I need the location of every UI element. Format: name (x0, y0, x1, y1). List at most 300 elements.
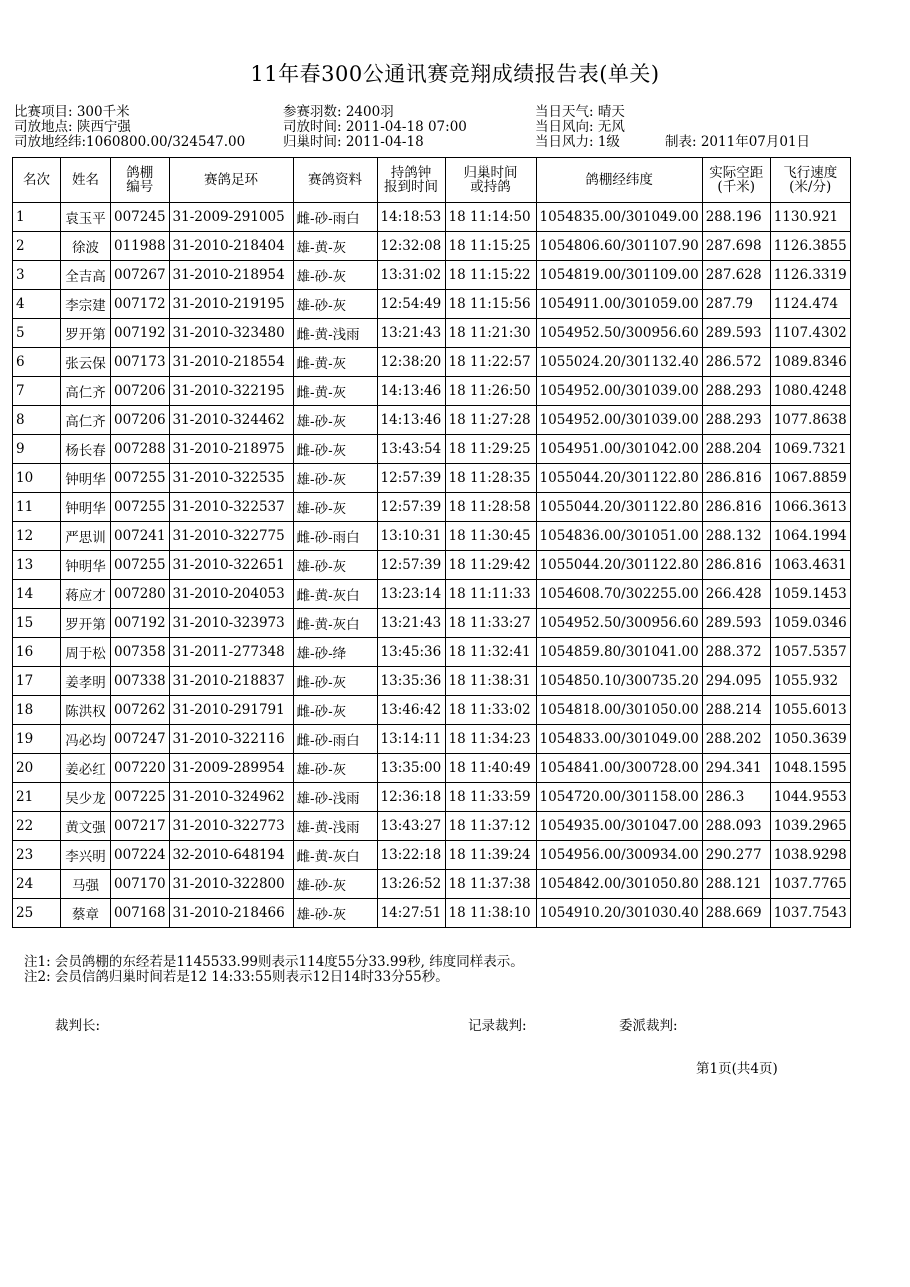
table-cell: 31-2010-322773 (169, 812, 293, 841)
table-cell: 007206 (111, 377, 170, 406)
table-row (13, 667, 851, 696)
table-cell: 31-2010-218954 (169, 261, 293, 290)
table-cell: 13:43:27 (377, 812, 445, 841)
table-cell: 007192 (111, 609, 170, 638)
table-cell: 18 11:28:35 (445, 464, 536, 493)
table-cell: 18 11:29:25 (445, 435, 536, 464)
table-cell: 1054956.00/300934.00 (536, 841, 702, 870)
table-cell: 1066.3613 (770, 493, 850, 522)
table-cell: 雌-砂-雨白 (293, 203, 377, 232)
table-cell: 1055.6013 (770, 696, 850, 725)
table-cell: 31-2010-324462 (169, 406, 293, 435)
table-cell: 吴少龙 (61, 783, 111, 812)
table-cell: 007206 (111, 406, 170, 435)
table-cell: 雄-黄-浅雨 (293, 812, 377, 841)
table-row (13, 841, 851, 870)
table-cell: 18 11:40:49 (445, 754, 536, 783)
table-cell: 蒋应才 (61, 580, 111, 609)
info-col-1 (14, 105, 245, 150)
table-row (13, 725, 851, 754)
table-cell: 011988 (111, 232, 170, 261)
table-cell: 1 (13, 203, 61, 232)
table-cell: 18 11:33:27 (445, 609, 536, 638)
table-row (13, 261, 851, 290)
table-row (13, 290, 851, 319)
column-header (293, 158, 377, 203)
table-cell: 雌-黄-灰白 (293, 841, 377, 870)
column-header (536, 158, 702, 203)
table-cell: 雄-砂-灰 (293, 899, 377, 928)
table-cell: 18 (13, 696, 61, 725)
table-cell: 李兴明 (61, 841, 111, 870)
table-cell: 14:27:51 (377, 899, 445, 928)
column-header (111, 158, 170, 203)
table-cell: 12:54:49 (377, 290, 445, 319)
table-cell: 31-2010-322195 (169, 377, 293, 406)
table-cell: 288.214 (702, 696, 770, 725)
table-cell: 21 (13, 783, 61, 812)
column-header (13, 158, 61, 203)
column-header (702, 158, 770, 203)
table-cell: 李宗建 (61, 290, 111, 319)
table-cell: 31-2011-277348 (169, 638, 293, 667)
table-cell: 13:22:18 (377, 841, 445, 870)
table-cell: 6 (13, 348, 61, 377)
coords-info: 司放地经纬:1060800.00/324547.00 (14, 134, 246, 150)
column-header-line: 编号 (126, 179, 154, 195)
table-cell: 18 11:22:57 (445, 348, 536, 377)
table-body (13, 203, 851, 928)
column-header-line: (千米) (717, 179, 755, 195)
table-cell: 1059.1453 (770, 580, 850, 609)
column-header-line: 鸽棚经纬度 (585, 172, 653, 188)
table-cell: 姜必红 (61, 754, 111, 783)
column-header-line: 飞行速度 (783, 165, 838, 181)
table-row (13, 754, 851, 783)
table-cell: 289.593 (702, 609, 770, 638)
table-cell: 007220 (111, 754, 170, 783)
table-cell: 雌-黄-灰白 (293, 580, 377, 609)
table-cell: 18 11:38:10 (445, 899, 536, 928)
table-cell: 9 (13, 435, 61, 464)
table-cell: 31-2010-323480 (169, 319, 293, 348)
table-cell: 287.628 (702, 261, 770, 290)
weather-info: 当日天气: 晴天 (535, 104, 625, 120)
table-cell: 12:57:39 (377, 464, 445, 493)
column-header (61, 158, 111, 203)
table-cell: 18 11:15:56 (445, 290, 536, 319)
table-row (13, 319, 851, 348)
table-cell: 18 11:28:58 (445, 493, 536, 522)
table-cell: 13:21:43 (377, 609, 445, 638)
table-row (13, 435, 851, 464)
table-cell: 007255 (111, 551, 170, 580)
table-row (13, 870, 851, 899)
table-cell: 18 11:39:24 (445, 841, 536, 870)
table-cell: 294.341 (702, 754, 770, 783)
table-cell: 全吉高 (61, 261, 111, 290)
table-cell: 陈洪权 (61, 696, 111, 725)
table-cell: 007247 (111, 725, 170, 754)
results-table (12, 157, 851, 928)
table-cell: 23 (13, 841, 61, 870)
table-row (13, 899, 851, 928)
table-cell: 007262 (111, 696, 170, 725)
table-cell: 31-2010-218975 (169, 435, 293, 464)
table-cell: 1054841.00/300728.00 (536, 754, 702, 783)
table-cell: 13:35:36 (377, 667, 445, 696)
table-cell: 18 11:29:42 (445, 551, 536, 580)
table-cell: 31-2009-289954 (169, 754, 293, 783)
table-cell: 1054952.50/300956.60 (536, 609, 702, 638)
table-cell: 007255 (111, 493, 170, 522)
table-cell: 288.204 (702, 435, 770, 464)
table-cell: 雌-砂-灰 (293, 435, 377, 464)
table-cell: 1055024.20/301132.40 (536, 348, 702, 377)
table-cell: 周于松 (61, 638, 111, 667)
event-info: 比赛项目: 300千米 (14, 104, 130, 120)
table-cell: 1054806.60/301107.90 (536, 232, 702, 261)
recorder-referee-label: 记录裁判: (468, 1018, 527, 1034)
table-cell: 24 (13, 870, 61, 899)
table-cell: 13:14:11 (377, 725, 445, 754)
table-cell: 266.428 (702, 580, 770, 609)
table-cell: 1054833.00/301049.00 (536, 725, 702, 754)
table-cell: 罗开第 (61, 609, 111, 638)
table-cell: 007173 (111, 348, 170, 377)
table-cell: 286.3 (702, 783, 770, 812)
table-row (13, 522, 851, 551)
wind-dir-info: 当日风向: 无风 (535, 119, 625, 135)
table-cell: 16 (13, 638, 61, 667)
table-cell: 18 11:11:33 (445, 580, 536, 609)
table-cell: 12:32:08 (377, 232, 445, 261)
table-cell: 1054608.70/302255.00 (536, 580, 702, 609)
table-cell: 1107.4302 (770, 319, 850, 348)
table-cell: 冯必均 (61, 725, 111, 754)
table-cell: 1124.474 (770, 290, 850, 319)
made-date: 制表: 2011年07月01日 (665, 134, 811, 150)
table-cell: 18 11:32:41 (445, 638, 536, 667)
table-row (13, 609, 851, 638)
column-header-line: 名次 (23, 172, 50, 188)
column-header-line: 归巢时间 (463, 165, 518, 181)
table-cell: 钟明华 (61, 493, 111, 522)
table-cell: 31-2010-218466 (169, 899, 293, 928)
table-cell: 1055.932 (770, 667, 850, 696)
table-row (13, 203, 851, 232)
table-cell: 13:35:00 (377, 754, 445, 783)
table-cell: 007172 (111, 290, 170, 319)
table-cell: 13:43:54 (377, 435, 445, 464)
column-header-line: 赛鸽资料 (308, 172, 363, 188)
table-cell: 1054850.10/300735.20 (536, 667, 702, 696)
table-cell: 7 (13, 377, 61, 406)
return-time-info: 归巢时间: 2011-04-18 (283, 134, 424, 150)
table-row (13, 783, 851, 812)
table-cell: 18 11:37:12 (445, 812, 536, 841)
table-cell: 13:45:36 (377, 638, 445, 667)
table-cell: 007358 (111, 638, 170, 667)
table-cell: 1039.2965 (770, 812, 850, 841)
table-row (13, 232, 851, 261)
table-cell: 290.277 (702, 841, 770, 870)
table-cell: 1054935.00/301047.00 (536, 812, 702, 841)
table-cell: 雄-砂-灰 (293, 493, 377, 522)
table-cell: 007170 (111, 870, 170, 899)
table-cell: 袁玉平 (61, 203, 111, 232)
table-cell: 1069.7321 (770, 435, 850, 464)
table-cell: 1054859.80/301041.00 (536, 638, 702, 667)
table-cell: 1054835.00/301049.00 (536, 203, 702, 232)
info-col-3 (535, 105, 625, 150)
table-cell: 1055044.20/301122.80 (536, 493, 702, 522)
table-cell: 31-2010-204053 (169, 580, 293, 609)
table-cell: 13 (13, 551, 61, 580)
table-cell: 18 11:37:38 (445, 870, 536, 899)
table-cell: 杨长春 (61, 435, 111, 464)
table-cell: 1080.4248 (770, 377, 850, 406)
table-cell: 288.669 (702, 899, 770, 928)
table-cell: 雄-砂-灰 (293, 870, 377, 899)
table-cell: 17 (13, 667, 61, 696)
table-row (13, 348, 851, 377)
table-cell: 严思训 (61, 522, 111, 551)
table-cell: 18 11:33:02 (445, 696, 536, 725)
count-info: 参赛羽数: 2400羽 (283, 104, 394, 120)
table-cell: 4 (13, 290, 61, 319)
table-cell: 25 (13, 899, 61, 928)
table-cell: 007288 (111, 435, 170, 464)
table-row (13, 812, 851, 841)
table-cell: 31-2010-218554 (169, 348, 293, 377)
wind-force-info: 当日风力: 1级 (535, 134, 620, 150)
table-cell: 姜孝明 (61, 667, 111, 696)
table-cell: 1054952.00/301039.00 (536, 377, 702, 406)
note-2: 注2: 会员信鸽归巢时间若是12 14:33:55则表示12日14时33分55秒。 (24, 969, 449, 985)
table-cell: 14 (13, 580, 61, 609)
release-time-info: 司放时间: 2011-04-18 07:00 (283, 119, 467, 135)
table-cell: 1037.7765 (770, 870, 850, 899)
table-cell: 288.121 (702, 870, 770, 899)
table-cell: 1055044.20/301122.80 (536, 551, 702, 580)
table-cell: 19 (13, 725, 61, 754)
table-cell: 13:21:43 (377, 319, 445, 348)
table-cell: 18 11:21:30 (445, 319, 536, 348)
table-cell: 1038.9298 (770, 841, 850, 870)
table-cell: 288.196 (702, 203, 770, 232)
table-cell: 雌-砂-雨白 (293, 522, 377, 551)
table-cell: 007224 (111, 841, 170, 870)
table-row (13, 493, 851, 522)
chief-referee-label: 裁判长: (55, 1018, 101, 1034)
table-cell: 286.816 (702, 551, 770, 580)
table-cell: 5 (13, 319, 61, 348)
table-cell: 288.202 (702, 725, 770, 754)
table-cell: 罗开第 (61, 319, 111, 348)
table-cell: 18 11:14:50 (445, 203, 536, 232)
table-cell: 12:38:20 (377, 348, 445, 377)
table-cell: 1126.3319 (770, 261, 850, 290)
table-cell: 雌-砂-灰 (293, 667, 377, 696)
table-cell: 286.816 (702, 493, 770, 522)
table-cell: 31-2010-322537 (169, 493, 293, 522)
table-row (13, 464, 851, 493)
table-cell: 288.093 (702, 812, 770, 841)
table-cell: 10 (13, 464, 61, 493)
table-cell: 31-2010-322800 (169, 870, 293, 899)
table-cell: 徐波 (61, 232, 111, 261)
table-cell: 雄-黄-灰 (293, 232, 377, 261)
table-cell: 1054836.00/301051.00 (536, 522, 702, 551)
table-cell: 12 (13, 522, 61, 551)
table-cell: 1064.1994 (770, 522, 850, 551)
table-cell: 雄-砂-灰 (293, 290, 377, 319)
table-cell: 12:57:39 (377, 551, 445, 580)
table-cell: 18 11:33:59 (445, 783, 536, 812)
table-cell: 007280 (111, 580, 170, 609)
table-cell: 雄-砂-灰 (293, 261, 377, 290)
table-cell: 31-2010-218837 (169, 667, 293, 696)
table-cell: 12:57:39 (377, 493, 445, 522)
table-cell: 雌-黄-浅雨 (293, 319, 377, 348)
delegate-referee-label: 委派裁判: (619, 1018, 678, 1034)
table-cell: 20 (13, 754, 61, 783)
column-header-line: 鸽棚 (126, 165, 154, 181)
table-cell: 1057.5357 (770, 638, 850, 667)
table-cell: 007217 (111, 812, 170, 841)
table-cell: 高仁齐 (61, 406, 111, 435)
table-cell: 12:36:18 (377, 783, 445, 812)
table-cell: 1048.1595 (770, 754, 850, 783)
table-cell: 18 11:26:50 (445, 377, 536, 406)
table-cell: 1130.921 (770, 203, 850, 232)
table-cell: 14:13:46 (377, 377, 445, 406)
table-cell: 2 (13, 232, 61, 261)
table-cell: 31-2010-291791 (169, 696, 293, 725)
column-header (377, 158, 445, 203)
table-cell: 1050.3639 (770, 725, 850, 754)
table-cell: 马强 (61, 870, 111, 899)
table-cell: 294.095 (702, 667, 770, 696)
table-cell: 钟明华 (61, 551, 111, 580)
location-info: 司放地点: 陕西宁强 (14, 119, 131, 135)
table-row (13, 638, 851, 667)
table-cell: 张云保 (61, 348, 111, 377)
column-header-line: 姓名 (72, 172, 99, 188)
table-cell: 31-2010-323973 (169, 609, 293, 638)
table-cell: 18 11:27:28 (445, 406, 536, 435)
table-cell: 007192 (111, 319, 170, 348)
table-cell: 007225 (111, 783, 170, 812)
table-cell: 1089.8346 (770, 348, 850, 377)
table-cell: 1054951.00/301042.00 (536, 435, 702, 464)
column-header-line: (米/分) (789, 179, 832, 195)
table-cell: 雄-砂-灰 (293, 464, 377, 493)
table-cell: 1055044.20/301122.80 (536, 464, 702, 493)
table-cell: 1054720.00/301158.00 (536, 783, 702, 812)
column-header-line: 持鸽钟 (390, 165, 432, 181)
table-cell: 18 11:15:25 (445, 232, 536, 261)
table-cell: 288.293 (702, 406, 770, 435)
table-cell: 雄-砂-绛 (293, 638, 377, 667)
table-cell: 13:23:14 (377, 580, 445, 609)
table-cell: 31-2010-324962 (169, 783, 293, 812)
table-cell: 11 (13, 493, 61, 522)
table-row (13, 580, 851, 609)
table-cell: 287.698 (702, 232, 770, 261)
table-row (13, 551, 851, 580)
info-col-2 (283, 105, 467, 150)
table-cell: 雄-砂-浅雨 (293, 783, 377, 812)
table-cell: 1044.9553 (770, 783, 850, 812)
table-cell: 3 (13, 261, 61, 290)
table-cell: 18 11:34:23 (445, 725, 536, 754)
table-cell: 1063.4631 (770, 551, 850, 580)
table-cell: 18 11:15:22 (445, 261, 536, 290)
table-cell: 雄-砂-灰 (293, 754, 377, 783)
table-cell: 雄-砂-灰 (293, 406, 377, 435)
table-cell: 1059.0346 (770, 609, 850, 638)
table-cell: 13:46:42 (377, 696, 445, 725)
report-title: 11年春300公通讯赛竞翔成绩报告表(单关) (250, 62, 660, 86)
column-header (445, 158, 536, 203)
table-cell: 1077.8638 (770, 406, 850, 435)
table-cell: 31-2010-322535 (169, 464, 293, 493)
table-cell: 8 (13, 406, 61, 435)
column-header-line: 赛鸽足环 (204, 172, 259, 188)
table-row (13, 406, 851, 435)
table-cell: 288.372 (702, 638, 770, 667)
table-cell: 287.79 (702, 290, 770, 319)
table-cell: 15 (13, 609, 61, 638)
table-cell: 雌-黄-灰 (293, 377, 377, 406)
table-cell: 高仁齐 (61, 377, 111, 406)
table-cell: 1037.7543 (770, 899, 850, 928)
table-cell: 286.572 (702, 348, 770, 377)
table-cell: 1054842.00/301050.80 (536, 870, 702, 899)
table-cell: 1054952.00/301039.00 (536, 406, 702, 435)
table-cell: 雌-黄-灰白 (293, 609, 377, 638)
table-row (13, 377, 851, 406)
table-cell: 1126.3855 (770, 232, 850, 261)
table-cell: 13:31:02 (377, 261, 445, 290)
column-header (169, 158, 293, 203)
table-cell: 32-2010-648194 (169, 841, 293, 870)
table-cell: 1054910.20/301030.40 (536, 899, 702, 928)
note-1: 注1: 会员鸽棚的东经若是1145533.99则表示114度55分33.99秒, 纬度同样表示。 (24, 954, 524, 970)
table-cell: 13:10:31 (377, 522, 445, 551)
table-cell: 31-2010-322651 (169, 551, 293, 580)
table-cell: 14:18:53 (377, 203, 445, 232)
table-cell: 007245 (111, 203, 170, 232)
table-cell: 31-2010-219195 (169, 290, 293, 319)
table-cell: 1054819.00/301109.00 (536, 261, 702, 290)
table-header (13, 158, 851, 203)
table-cell: 1067.8859 (770, 464, 850, 493)
column-header-line: 实际空距 (709, 165, 764, 181)
table-cell: 1054911.00/301059.00 (536, 290, 702, 319)
column-header-line: 或持鸽 (470, 179, 511, 195)
column-header (770, 158, 850, 203)
table-cell: 雌-砂-雨白 (293, 725, 377, 754)
table-cell: 007241 (111, 522, 170, 551)
table-cell: 雌-砂-灰 (293, 696, 377, 725)
table-cell: 007255 (111, 464, 170, 493)
table-cell: 289.593 (702, 319, 770, 348)
table-cell: 31-2010-218404 (169, 232, 293, 261)
table-cell: 31-2009-291005 (169, 203, 293, 232)
